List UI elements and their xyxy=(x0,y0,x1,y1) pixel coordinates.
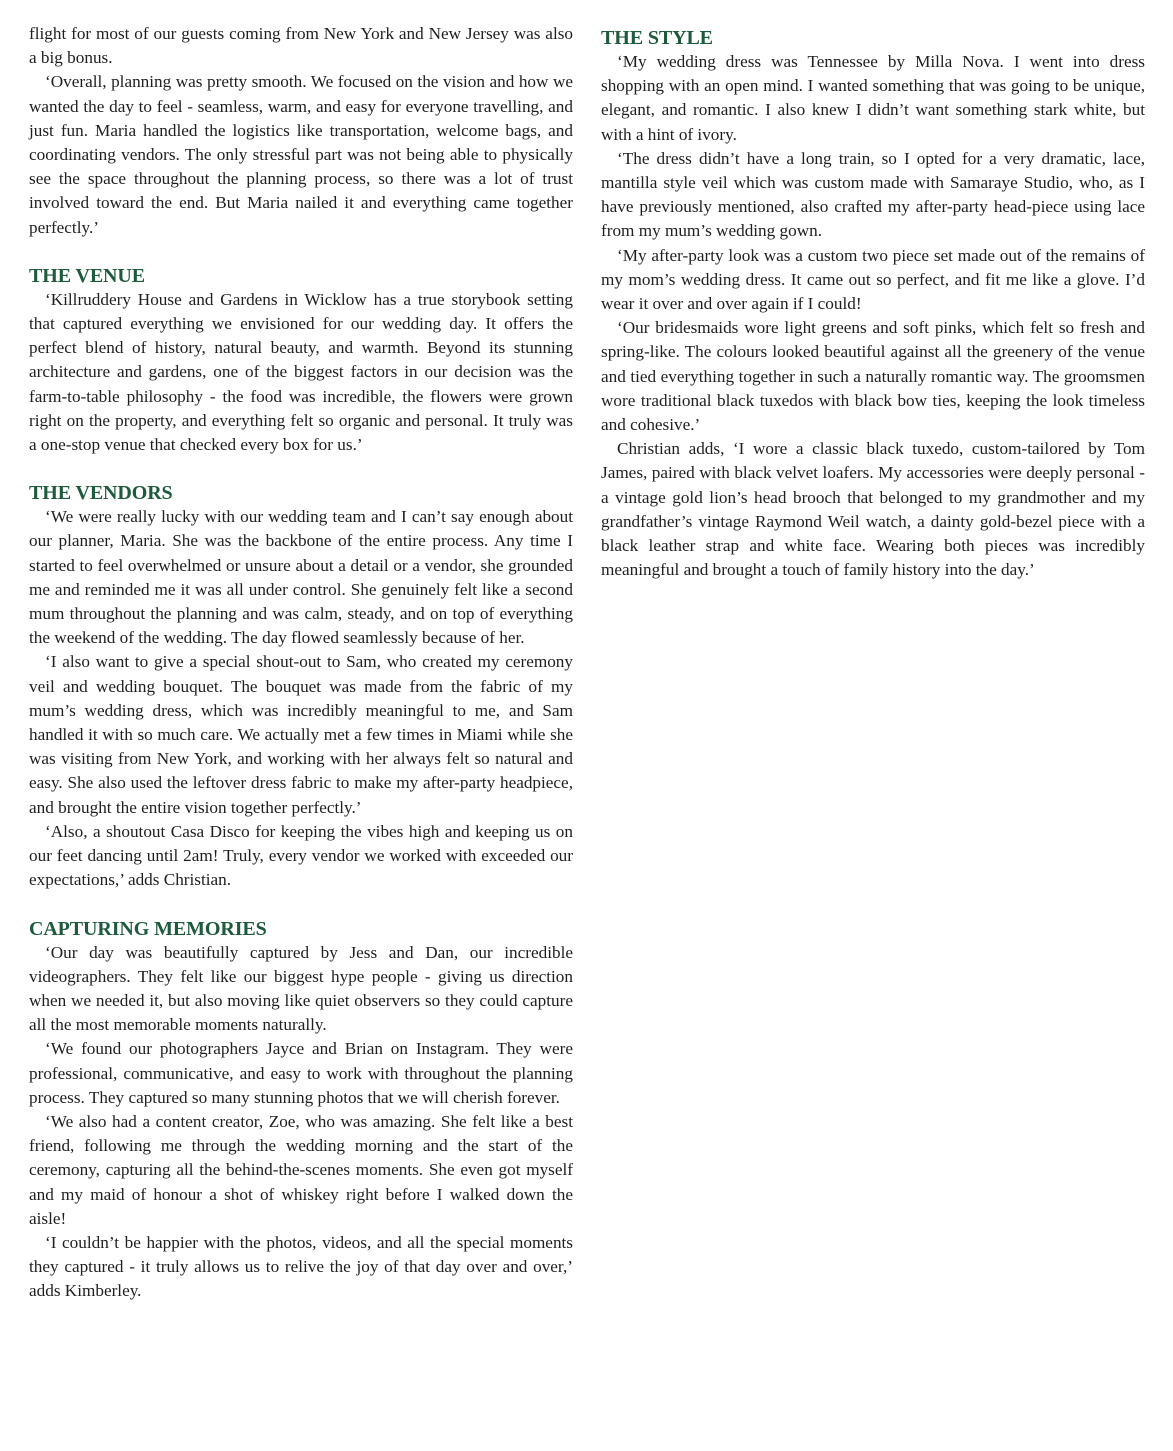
paragraph: ‘Overall, planning was pretty smooth. We focused on the vision and how we wanted the day to feel - seamless, warm, and easy for everyone travelling, and just fun. Maria handled the logistics like transportation, welcome bags, and coordinating vendors. The only stressful part was not being able to physically see the space throughout the planning process, so there was a lot of trust involved toward the end. But Maria nailed it and everything came together perfectly.’ xyxy=(29,72,573,237)
paragraph: ‘Our day was beautifully captured by Jess and Dan, our incredible videographers. They felt like our biggest hype people - giving us direction when we needed it, but also moving like quiet observers so they could capture all the most memorable moments naturally. xyxy=(29,942,573,1035)
paragraph: ‘Killruddery House and Gardens in Wicklow has a true storybook setting that captured everything we envisioned for our wedding day. It offers the perfect blend of history, natural beauty, and warmth. Beyond its stunning architecture and gardens, one of the biggest factors in our decision was the farm-to-table philosophy - the food was incredible, the flowers were grown right on the property, and everything felt so organic and personal. It truly was a one-stop venue that checked every box for us.’ xyxy=(29,289,573,455)
paragraph: ‘I also want to give a special shout-out to Sam, who created my ceremony veil and wedding bouquet. The bouquet was made from the fabric of my mum’s wedding dress, which was incredibly meaningful to me, and Sam handled it with so much care. We actually met a few times in Miami while she was visiting from New York, and working with her always felt so natural and easy. She also used the leftover dress fabric to make my after-party headpiece, and brought the entire vision together perfectly.’ xyxy=(29,652,573,817)
section-heading-venue: THE VENUE xyxy=(29,264,145,287)
paragraph: ‘Our bridesmaids wore light greens and soft pinks, which felt so fresh and spring-like. The colours looked beautiful against all the greenery of the venue and tied everything together in such a naturally romantic way. The groomsmen wore traditional black tuxedos with black bow ties, keeping the look timeless and cohesive.’ xyxy=(601,318,1145,435)
paragraph: ‘My wedding dress was Tennessee by Milla Nova. I went into dress shopping with an open mind. I wanted something that was going to be unique, elegant, and romantic. I also knew I didn’t want something stark white, but with a hint of ivory. xyxy=(601,52,1145,144)
section-heading-capturing-memories: CAPTURING MEMORIES xyxy=(29,917,267,940)
article-page xyxy=(29,22,1146,1304)
paragraph: ‘We also had a content creator, Zoe, who was amazing. She felt like a best friend, following me through the wedding morning and the start of the ceremony, capturing all the behind-the-scenes moments. She even got myself and my maid of honour a shot of whiskey right before I walked down the aisle! xyxy=(29,1111,573,1228)
paragraph: ‘We were really lucky with our wedding team and I can’t say enough about our planner, Maria. She was the backbone of the entire process. Any time I started to feel overwhelmed or unsure about a detail or a vendor, she grounded me and reminded me it was all under control. She genuinely felt like a second mum throughout the planning and was calm, steady, and on top of everything the weekend of the wedding. The day flowed seamlessly because of her. xyxy=(29,507,573,648)
left-column xyxy=(29,22,573,1304)
paragraph: ‘I couldn’t be happier with the photos, videos, and all the special moments they captured - it truly allows us to relive the joy of that day over and over,’ adds Kimberley. xyxy=(29,1232,573,1301)
paragraph: Christian adds, ‘I wore a classic black tuxedo, custom-tailored by Tom James, paired with black velvet loafers. My accessories were deeply personal - a vintage gold lion’s head brooch that belonged to my grandmother and my grandfather’s vintage Raymond Weil watch, a dainty gold-bezel piece with a black leather strap and white face. Wearing both pieces was incredibly meaningful and brought a touch of family history into the day.’ xyxy=(601,439,1145,580)
paragraph: ‘We found our photographers Jayce and Brian on Instagram. They were professional, communicative, and easy to work with throughout the planning process. They captured so many stunning photos that we will cherish forever. xyxy=(29,1039,573,1107)
section-heading-vendors: THE VENDORS xyxy=(29,482,173,505)
paragraph: flight for most of our guests coming from New York and New Jersey was also a big bonus. xyxy=(29,24,573,68)
right-column xyxy=(601,22,1145,1304)
paragraph: ‘The dress didn’t have a long train, so I opted for a very dramatic, lace, mantilla style veil which was custom made with Samaraye Studio, who, as I have previously mentioned, also crafted my after-party head-piece using lace from my mum’s wedding gown. xyxy=(601,148,1145,241)
paragraph: ‘Also, a shoutout Casa Disco for keeping the vibes high and keeping us on our feet dancing until 2am! Truly, every vendor we worked with exceeded our expectations,’ adds Christian. xyxy=(29,821,573,890)
section-heading-style: THE STYLE xyxy=(601,27,713,49)
paragraph: ‘My after-party look was a custom two piece set made out of the remains of my mom’s wedding dress. It came out so perfect, and fit me like a glove. I’d wear it over and over again if I could! xyxy=(601,245,1145,314)
